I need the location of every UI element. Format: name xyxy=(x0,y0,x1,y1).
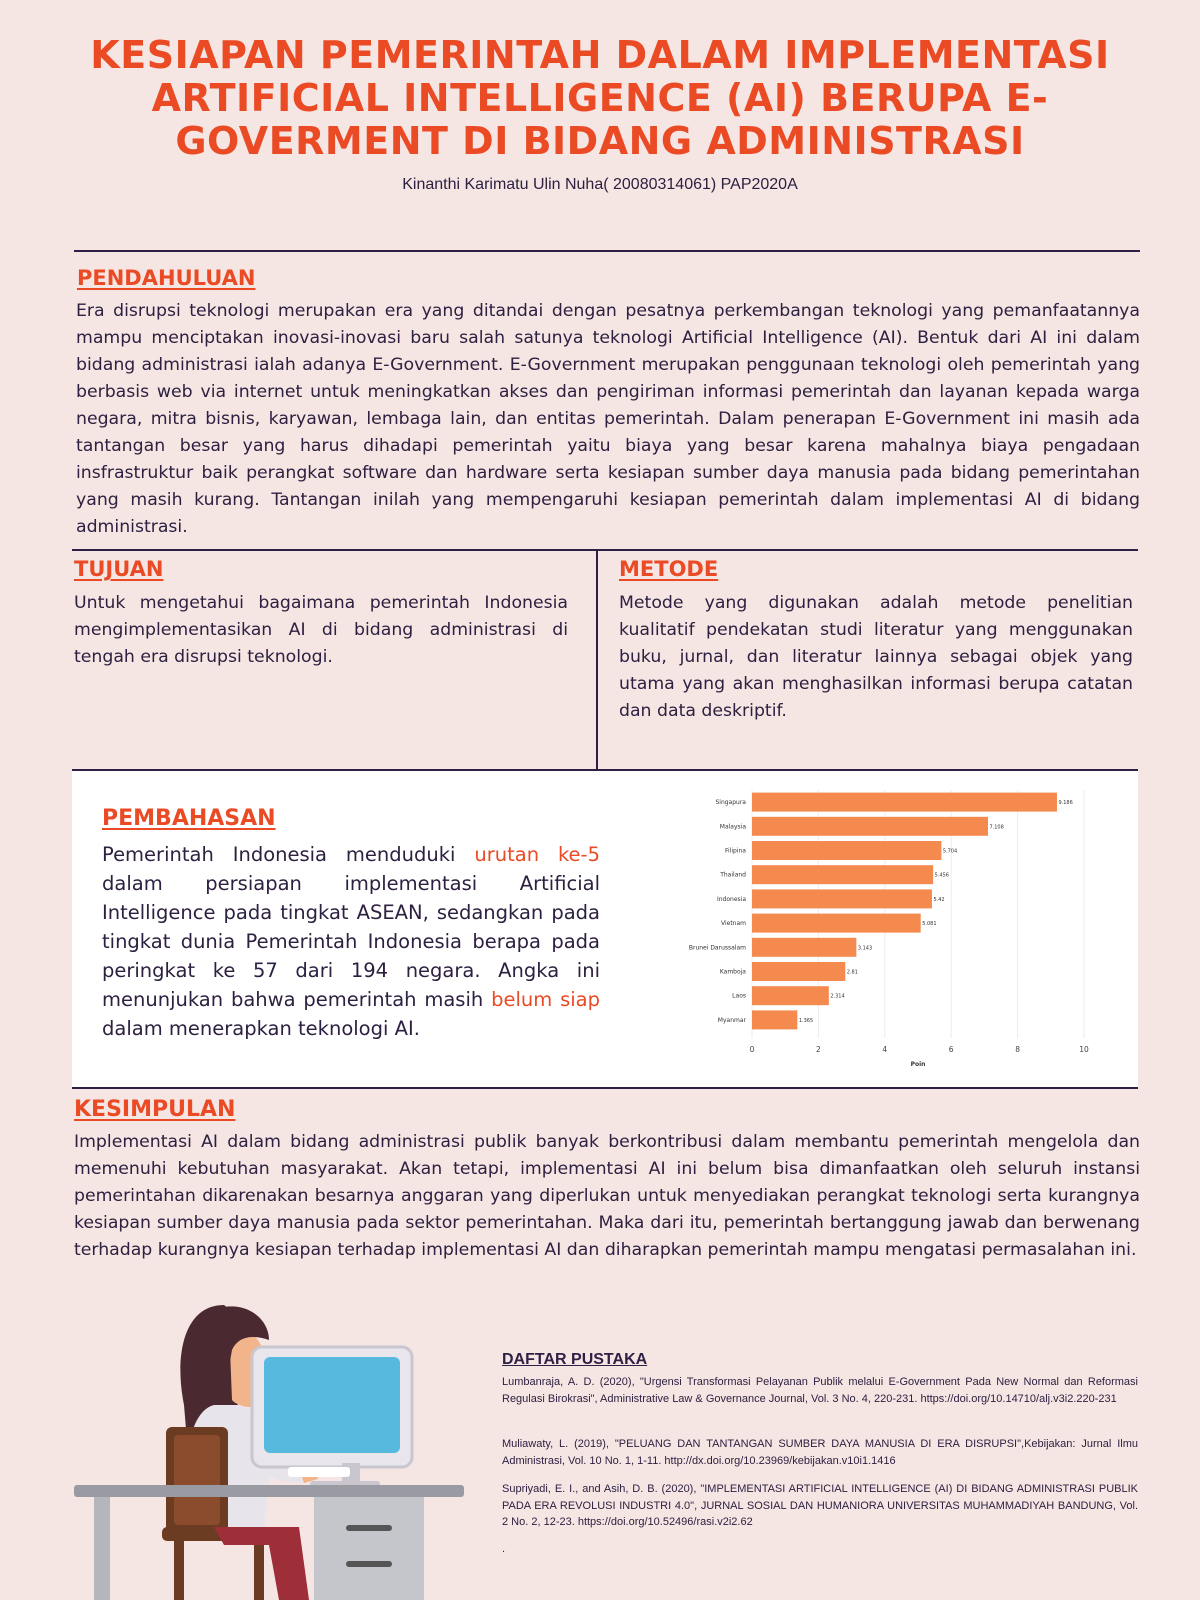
pembahasan-text-2: dalam persiapan implementasi Artificial Intelligence pada tingkat ASEAN, sedangkan pada tingkat dunia Pemerintah Indonesia berapa pada peringkat ke 57 dari 194 negara. Angka ini menunjukan bahwa pemerintah masih xyxy=(102,872,600,1011)
category-label: Singapura xyxy=(715,799,746,807)
desk-icon xyxy=(74,1485,464,1497)
x-tick-label: 0 xyxy=(749,1045,755,1054)
x-tick-label: 2 xyxy=(816,1045,821,1054)
x-tick-label: 8 xyxy=(1015,1045,1020,1054)
keyboard-icon xyxy=(288,1467,350,1477)
x-tick-label: 6 xyxy=(948,1045,954,1054)
value-label: 2.314 xyxy=(830,993,845,1000)
woman-at-computer-illustration xyxy=(74,1295,464,1600)
title-line-3: GOVERMENT DI BIDANG ADMINISTRASI xyxy=(175,119,1025,163)
category-label: Laos xyxy=(732,992,746,1000)
kesimpulan-text: Implementasi AI dalam bidang administrasi publik banyak berkontribusi dalam membantu pemerintah mengelola dan memenuhi kebutuhan masyarakat. Akan tetapi, implementasi AI ini belum bisa dimanfaatkan oleh seluruh instansi pemerintahan dikarenakan besarnya anggaran yang diperlukan untuk menyediakan perangkat teknologi serta kurangnya kesiapan sumber daya manusia pada sektor pemerintahan. Maka dari itu, pemerintah bertanggung jawab dan berwenang terhadap kurangnya kesiapan terhadap implementasi AI dan diharapkan pemerintah mampu mengatasi permasalahan ini. xyxy=(74,1132,1140,1260)
metode-text: Metode yang digunakan adalah metode penelitian kualitatif pendekatan studi literatur yang menggunakan buku, jurnal, dan literatur lainnya sebagai objek yang utama yang akan menghasilkan informasi berupa catatan dan data deskriptif. xyxy=(619,593,1133,721)
poster-title xyxy=(60,34,1140,163)
pembahasan-text-1: Pemerintah Indonesia menduduki xyxy=(102,843,475,866)
divider-vertical xyxy=(596,549,598,770)
x-axis-label: Poin xyxy=(910,1061,926,1068)
bar xyxy=(752,841,941,860)
metode-heading: METODE xyxy=(619,557,719,581)
bar xyxy=(752,889,932,908)
category-label: Brunei Darussalam xyxy=(688,944,746,952)
asean-ai-readiness-chart xyxy=(684,788,1104,1068)
tujuan-heading: TUJUAN xyxy=(74,557,164,581)
bar xyxy=(752,986,829,1005)
bar xyxy=(752,938,856,957)
category-label: Filipina xyxy=(725,847,746,855)
value-label: 5.42 xyxy=(933,896,945,903)
value-label: 3.143 xyxy=(857,945,873,952)
pembahasan-text xyxy=(102,840,600,1043)
value-label: 2.81 xyxy=(846,969,858,976)
reference-item: . xyxy=(502,1543,506,1555)
value-label: 5.704 xyxy=(942,848,958,855)
bar xyxy=(752,817,988,836)
kesimpulan-heading: KESIMPULAN xyxy=(74,1097,236,1122)
reference-item: Lumbanraja, A. D. (2020), "Urgensi Transformasi Pelayanan Publik melalui E-Government Pada New Normal dan Reformasi Regulasi Birokrasi", Administrative Law & Governance Journal, Vol. 3 No. 4, 220-231. https://doi.org/10.14710/alj.v3i2.220-231 xyxy=(502,1376,1138,1405)
category-label: Malaysia xyxy=(719,823,746,831)
divider-pendahuluan xyxy=(72,549,1138,551)
value-label: 1.365 xyxy=(798,1017,814,1024)
value-label: 7.108 xyxy=(989,824,1004,831)
pendahuluan-text: Era disrupsi teknologi merupakan era yang ditandai dengan pesatnya perkembangan teknologi yang pemanfaatannya mampu menciptakan inovasi-inovasi baru salah satunya teknologi Artificial Intelligence (AI). Bentuk dari AI ini dalam bidang administrasi ialah adanya E-Government. E-Government merupakan penggunaan teknologi oleh pemerintah yang berbasis web via internet untuk meningkatkan akses dan pengiriman informasi pemerintah dan layanan kepada warga negara, mitra bisnis, karyawan, lembaga lain, dan entitas pemerintah. Dalam penerapan E-Government ini masih ada tantangan besar yang harus dihadapi pemerintah yaitu biaya yang besar karena mahalnya biaya pengadaan insfrastruktur baik perangkat software dan hardware serta kesiapan sumber daya manusia pada bidang pemerintahan yang masih kurang. Tantangan inilah yang mempengaruhi kesiapan pemerintah dalam implementasi AI di bidang administrasi. xyxy=(76,301,1140,537)
value-label: 5.456 xyxy=(934,872,949,879)
daftar-pustaka-heading: DAFTAR PUSTAKA xyxy=(502,1351,648,1368)
pembahasan-text-3: dalam menerapkan teknologi AI. xyxy=(102,1017,420,1040)
bar xyxy=(752,914,921,933)
pendahuluan-heading: PENDAHULUAN xyxy=(77,266,256,290)
value-label: 5.081 xyxy=(922,921,937,928)
title-line-1: KESIAPAN PEMERINTAH DALAM IMPLEMENTASI xyxy=(90,33,1110,77)
bar xyxy=(752,962,845,981)
divider-panel-bottom xyxy=(72,1087,1138,1089)
tujuan-text: Untuk mengetahui bagaimana pemerintah Indonesia mengimplementasikan AI di bidang administrasi di tengah era disrupsi teknologi. xyxy=(74,593,568,667)
category-label: Kamboja xyxy=(719,968,746,976)
category-label: Vietnam xyxy=(720,920,746,928)
author-line: Kinanthi Karimatu Ulin Nuha( 20080314061) PAP2020A xyxy=(402,176,798,193)
category-label: Myanmar xyxy=(717,1016,746,1024)
bar xyxy=(752,865,933,884)
highlight-urutan: urutan ke-5 xyxy=(474,843,600,866)
x-tick-label: 4 xyxy=(882,1045,888,1054)
reference-item: Supriyadi, E. I., and Asih, D. B. (2020), "IMPLEMENTASI ARTIFICIAL INTELLIGENCE (AI) DI BIDANG ADMINISTRASI PUBLIK PADA ERA REVOLUSI INDUSTRI 4.0", JURNAL SOSIAL DAN HUMANIORA UNIVERSITAS MUHAMMADIYAH BANDUNG, Vol. 2 No. 2, 12-23. https://doi.org/10.52496/rasi.v2i2.62 xyxy=(502,1483,1138,1528)
highlight-belum-siap: belum siap xyxy=(491,988,600,1011)
divider-top xyxy=(74,250,1140,252)
pembahasan-heading: PEMBAHASAN xyxy=(102,806,276,831)
bar xyxy=(752,793,1057,812)
value-label: 9.186 xyxy=(1058,800,1073,807)
x-tick-label: 10 xyxy=(1079,1045,1089,1054)
category-label: Thailand xyxy=(720,871,746,879)
title-line-2: ARTIFICIAL INTELLIGENCE (AI) BERUPA E- xyxy=(151,76,1049,120)
reference-item: Muliawaty, L. (2019), "PELUANG DAN TANTANGAN SUMBER DAYA MANUSIA DI ERA DISRUPSI",Kebijakan: Jurnal Ilmu Administrasi, Vol. 10 No. 1, 1-11. http://dx.doi.org/10.23969/kebijakan.v10i1.1416 xyxy=(502,1438,1138,1467)
bar xyxy=(752,1010,797,1029)
category-label: Indonesia xyxy=(716,895,746,903)
